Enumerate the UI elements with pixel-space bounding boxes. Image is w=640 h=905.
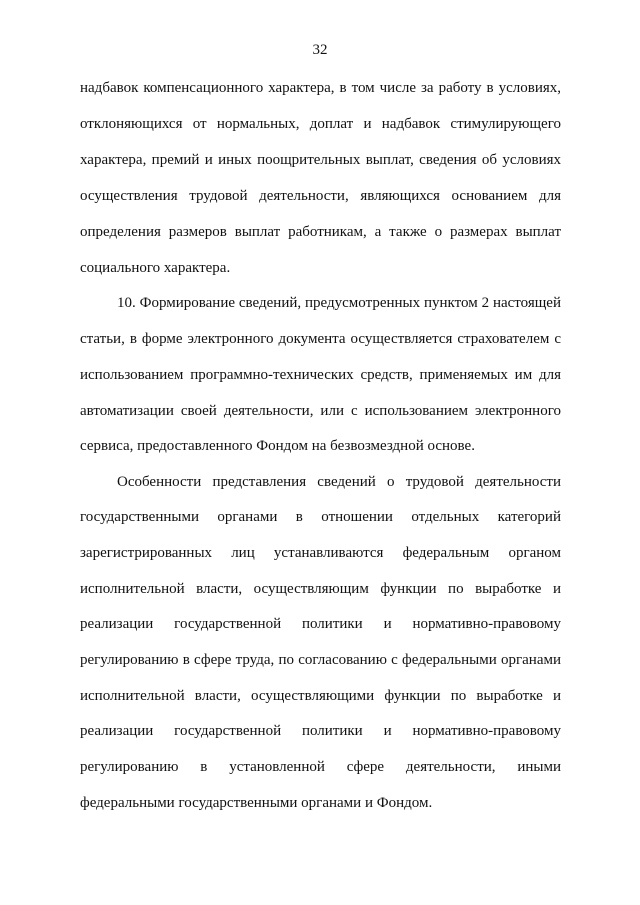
text-line: исполнительной власти, осуществляющим функции по выработке и (80, 581, 561, 597)
text-line: регулированию в установленной сфере деятельности, иными (80, 759, 561, 775)
text-line: осуществления трудовой деятельности, являющихся основанием для (80, 188, 561, 204)
text-line: исполнительной власти, осуществляющими функции по выработке и (80, 688, 561, 704)
text-line: зарегистрированных лиц устанавливаются федеральным органом (80, 545, 561, 561)
text-line: определения размеров выплат работникам, а также о размерах выплат (80, 224, 561, 240)
text-line: федеральными государственными органами и Фондом. (80, 795, 433, 811)
text-line: использованием программно-технических средств, применяемых им для (80, 367, 561, 383)
text-line: статьи, в форме электронного документа осуществляется страхователем с (80, 331, 561, 347)
text-line: реализации государственной политики и нормативно-правовому (80, 723, 561, 739)
page-number: 32 (312, 42, 328, 58)
text-line: регулированию в сфере труда, по согласованию с федеральными органами (80, 652, 561, 668)
paragraph-first-line: Особенности представления сведений о трудовой деятельности (117, 474, 561, 490)
text-line: социального характера. (80, 260, 231, 276)
paragraph-first-line: 10. Формирование сведений, предусмотренных пунктом 2 настоящей (117, 295, 561, 311)
text-line: автоматизации своей деятельности, или с использованием электронного (80, 403, 561, 419)
text-line: сервиса, предоставленного Фондом на безвозмездной основе. (80, 438, 475, 454)
text-line: надбавок компенсационного характера, в том числе за работу в условиях, (80, 80, 561, 96)
text-line: отклоняющихся от нормальных, доплат и надбавок стимулирующего (80, 116, 561, 132)
text-line: характера, премий и иных поощрительных выплат, сведения об условиях (80, 152, 561, 168)
text-line: реализации государственной политики и нормативно-правовому (80, 616, 561, 632)
text-line: государственными органами в отношении отдельных категорий (80, 509, 561, 525)
